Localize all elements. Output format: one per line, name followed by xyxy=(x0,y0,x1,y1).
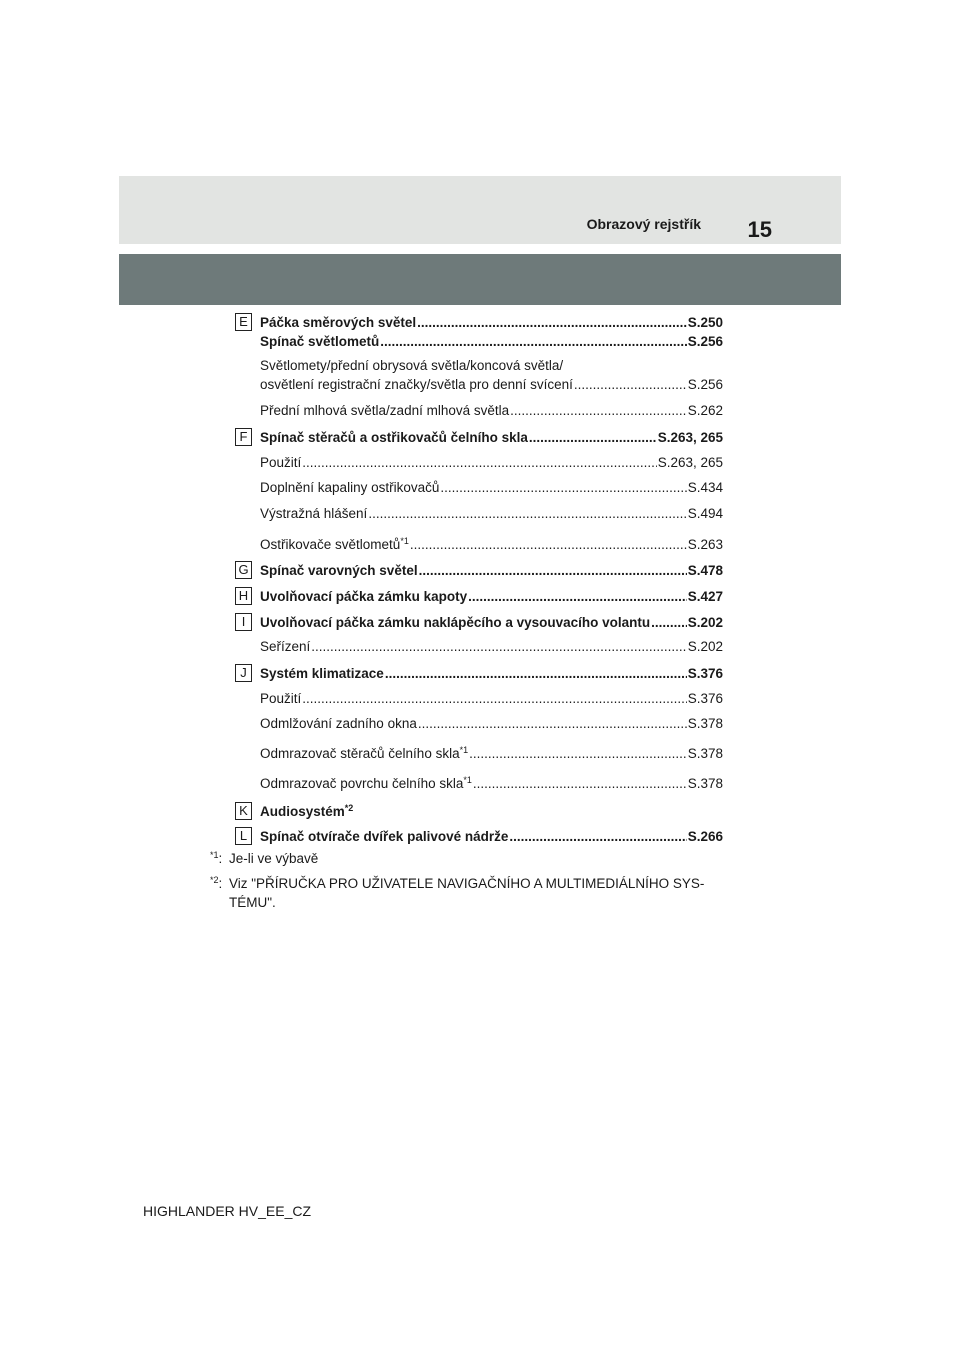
letter-box-h: H xyxy=(235,587,252,605)
list-item[interactable]: Odmrazovač stěračů čelního skla$^{*1}$ ..... S.378 xyxy=(260,745,723,762)
section-header xyxy=(119,176,841,244)
section-title: Obrazový rejstřík xyxy=(586,216,701,232)
list-item[interactable]: Přední mlhová světla/zadní mlhová světla ..... S.262 xyxy=(260,402,723,419)
list-item[interactable]: Výstražná hlášení ..... S.494 xyxy=(260,505,723,522)
model-code: HIGHLANDER HV_EE_CZ xyxy=(143,1203,312,1219)
list-item[interactable]: Spínač stěračů a ostřikovačů čelního skla ..... S.263, 265 xyxy=(260,429,723,446)
header-band xyxy=(119,254,841,305)
list-item[interactable]: Uvolňovací páčka zámku naklápěcího a vysouvacího volantu ..... S.202 xyxy=(260,614,723,631)
letter-box-g: G xyxy=(235,561,252,579)
letter-box-j: J xyxy=(235,664,252,682)
letter-box-l: L xyxy=(235,827,252,845)
letter-box-k: K xyxy=(235,802,252,820)
list-item[interactable]: Audiosystém$^{*2}$ xyxy=(260,803,354,819)
list-item[interactable]: Použití ..... S.263, 265 xyxy=(260,454,723,471)
list-item[interactable]: Doplnění kapaliny ostřikovačů ..... S.434 xyxy=(260,479,723,496)
list-item[interactable]: Světlomety/přední obrysová světla/koncová světla/ osvětlení registrační značky/světla pro denní svícení ..... S.256 xyxy=(260,357,723,393)
list-item[interactable]: Ostřikovače světlometů$^{*1}$ ..... S.263 xyxy=(260,536,723,553)
list-item[interactable]: Spínač varovných světel ..... S.478 xyxy=(260,562,723,579)
letter-box-f: F xyxy=(235,428,252,446)
list-item[interactable]: Odmrazovač povrchu čelního skla$^{*1}$ ..... S.378 xyxy=(260,775,723,792)
letter-box-i: I xyxy=(235,613,252,631)
list-item[interactable]: Uvolňovací páčka zámku kapoty ..... S.427 xyxy=(260,588,723,605)
list-item[interactable]: Spínač otvírače dvířek palivové nádrže ..... S.266 xyxy=(260,828,723,845)
letter-box-e: E xyxy=(235,313,252,331)
footnote-2: $^{*2}$: Viz "PŘÍRUČKA PRO UŽIVATELE NAVIGAČNÍHO A MULTIMEDIÁLNÍHO SYS-TÉMU". xyxy=(210,875,705,910)
list-item[interactable]: Použití ..... S.376 xyxy=(260,690,723,707)
footnote-1: $^{*1}$: Je-li ve výbavě xyxy=(210,850,319,866)
list-item[interactable]: Seřízení ..... S.202 xyxy=(260,638,723,655)
list-item[interactable]: Spínač světlometů ..... S.256 xyxy=(260,333,723,350)
list-item[interactable]: Páčka směrových světel ..... S.250 xyxy=(260,314,723,331)
list-item[interactable]: Systém klimatizace ..... S.376 xyxy=(260,665,723,682)
list-item[interactable]: Odmlžování zadního okna ..... S.378 xyxy=(260,715,723,732)
page-number: 15 xyxy=(747,217,772,242)
